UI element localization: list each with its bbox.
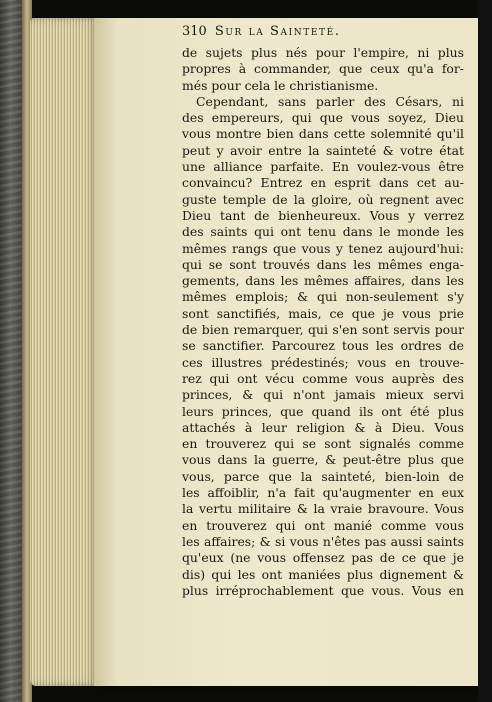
text-line: qu'eux (ne vous offensez pas de ce que je [182, 550, 464, 566]
text-line: les affaires; & si vous n'êtes pas aussi saints [182, 533, 464, 549]
text-line: rez qui ont vécu comme vous auprès des [182, 370, 464, 386]
text-line: en trouverez qui se sont signalés comme [182, 436, 464, 452]
text-line: les affoiblir, n'a fait qu'augmenter en eux [182, 485, 464, 501]
text-line: dis) qui les ont maniées plus dignement & [182, 566, 464, 582]
page-edges [30, 18, 100, 686]
running-title: Sur la Sainteté. [214, 24, 341, 39]
text-line: Cependant, sans parler des Césars, ni [196, 93, 464, 109]
text-line: vous, parce que la sainteté, bien-loin de [182, 468, 464, 484]
text-line: en trouverez qui ont manié comme vous [182, 517, 464, 533]
text-line: més pour cela le christianisme. [182, 77, 379, 93]
text-line: princes, & qui n'ont jamais mieux servi [182, 387, 464, 403]
text-line: de sujets plus nés pour l'empire, ni plus [182, 45, 464, 60]
text-line: vous montre bien dans cette solemnité qu'il [182, 126, 464, 142]
text-line: attachés à leur religion & à Dieu. Vous [182, 419, 464, 435]
text-line: des saints qui ont tenu dans le monde les [182, 224, 464, 240]
text-line: peut y avoir entre la sainteté & votre état [182, 142, 464, 158]
text-line: mêmes emplois; & qui non-seulement s'y [182, 289, 464, 305]
text-line: propres à commander, que ceux qu'a for- [182, 61, 464, 77]
text-line: vous dans la guerre, & peut-être plus que [182, 452, 464, 468]
book-page [94, 18, 478, 686]
text-line: la vertu militaire & la vraie bravoure. Vous [182, 501, 464, 517]
text-line: gements, dans les mêmes affaires, dans les [182, 273, 464, 289]
running-head [182, 24, 464, 42]
text-line: qui se sont trouvés dans les mêmes enga- [182, 256, 464, 272]
page-number: 310 [182, 24, 207, 39]
text-line: des empereurs, qui que vous soyez, Dieu [182, 110, 464, 126]
text-line: guste temple de la gloire, où regnent avec [182, 191, 464, 207]
text-line: convaincu? Entrez en esprit dans cet au- [182, 175, 464, 191]
text-line: mêmes rangs que vous y tenez aujourd'hui: [182, 240, 464, 256]
text-line: une alliance parfaite. En voulez-vous être [182, 159, 464, 175]
background-edge [478, 0, 492, 702]
text-line: de bien remarquer, qui s'en sont servis pour [182, 322, 464, 338]
text-line: se sanctifier. Parcourez tous les ordres de [182, 338, 464, 354]
text-line: plus irréprochablement que vous. Vous en [182, 582, 464, 598]
text-line: ces illustres prédestinés; vous en trouve- [182, 354, 464, 370]
text-line: leurs princes, que quand ils ont été plus [182, 403, 464, 419]
page-text [182, 24, 464, 599]
text-line: Dieu tant de bienheureux. Vous y verrez [182, 207, 464, 223]
text-line: sont sanctifiés, mais, ce que je vous prie [182, 305, 464, 321]
